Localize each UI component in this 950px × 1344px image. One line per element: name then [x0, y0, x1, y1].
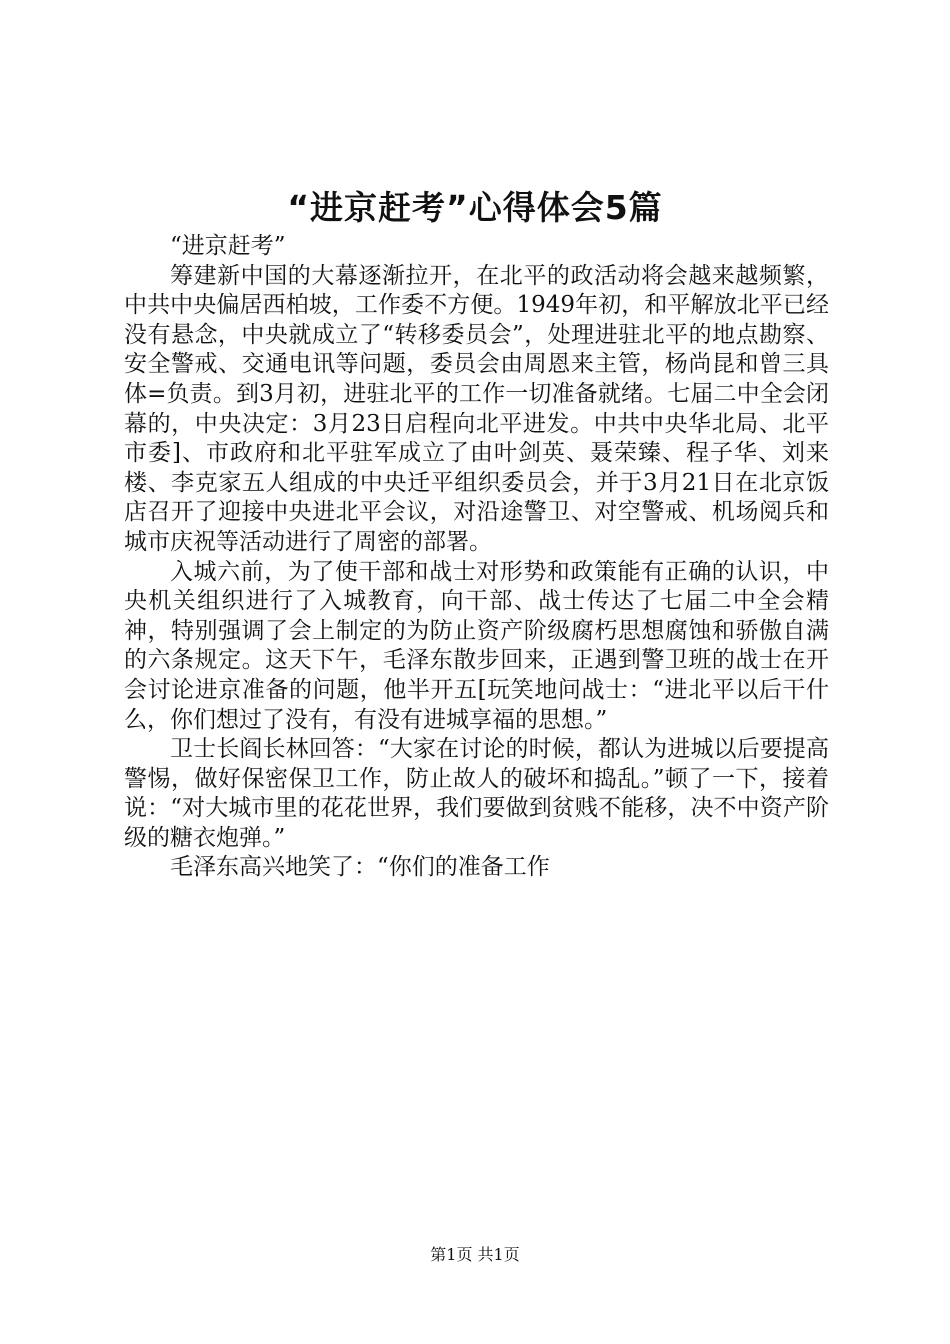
paragraph: 筹建新中国的大幕逐渐拉开，在北平的政活动将会越来越频繁，中共中央偏居西柏坡，工作委不方便。1949年初，和平解放北平已经没有悬念，中央就成立了“转移委员会”，处理进驻北平的地点勘察、安全警戒、交通电讯等问题，委员会由周恩来主管，杨尚昆和曾三具体=负责。到3月初，进驻北平的工作一切准备就绪。七届二中全会闭幕的，中央决定：3月23日启程向北平进发。中共中央华北局、北平市委]、市政府和北平驻军成立了由叶剑英、聂荣臻、程子华、刘来楼、李克家五人组成的中央迁平组织委员会，并于3月21日在北京饭店召开了迎接中央进北平会议，对沿途警卫、对空警戒、机场阅兵和城市庆祝等活动进行了周密的部署。: [124, 262, 829, 555]
paragraph-heading: “进京赶考”: [170, 233, 286, 259]
document-body: [124, 232, 829, 883]
page-number-footer: 第1页 共1页: [430, 1245, 520, 1264]
paragraph: 卫士长阎长林回答：“大家在讨论的时候，都认为进城以后要提高警惕，做好保密保卫工作，防止故人的破坏和捣乱。”顿了一下，接着说：“对大城市里的花花世界，我们要做到贫贱不能移，决不中资产阶级的糖衣炮弹。”: [124, 736, 829, 851]
paragraph: 入城六前，为了使干部和战士对形势和政策能有正确的认识，中央机关组织进行了入城教育，向干部、战士传达了七届二中全会精神，特别强调了会上制定的为防止资产阶级腐朽思想腐蚀和骄傲自满的六条规定。这天下午，毛泽东散步回来，正遇到警卫班的战士在开会讨论进京准备的问题，他半开五[玩笑地问战士：“进北平以后干什么，你们想过了没有，有没有进城享福的思想。”: [124, 558, 829, 733]
document-title: “进京赶考”心得体会5篇: [287, 188, 663, 227]
paragraph: 毛泽东高兴地笑了：“你们的准备工作: [170, 854, 550, 881]
